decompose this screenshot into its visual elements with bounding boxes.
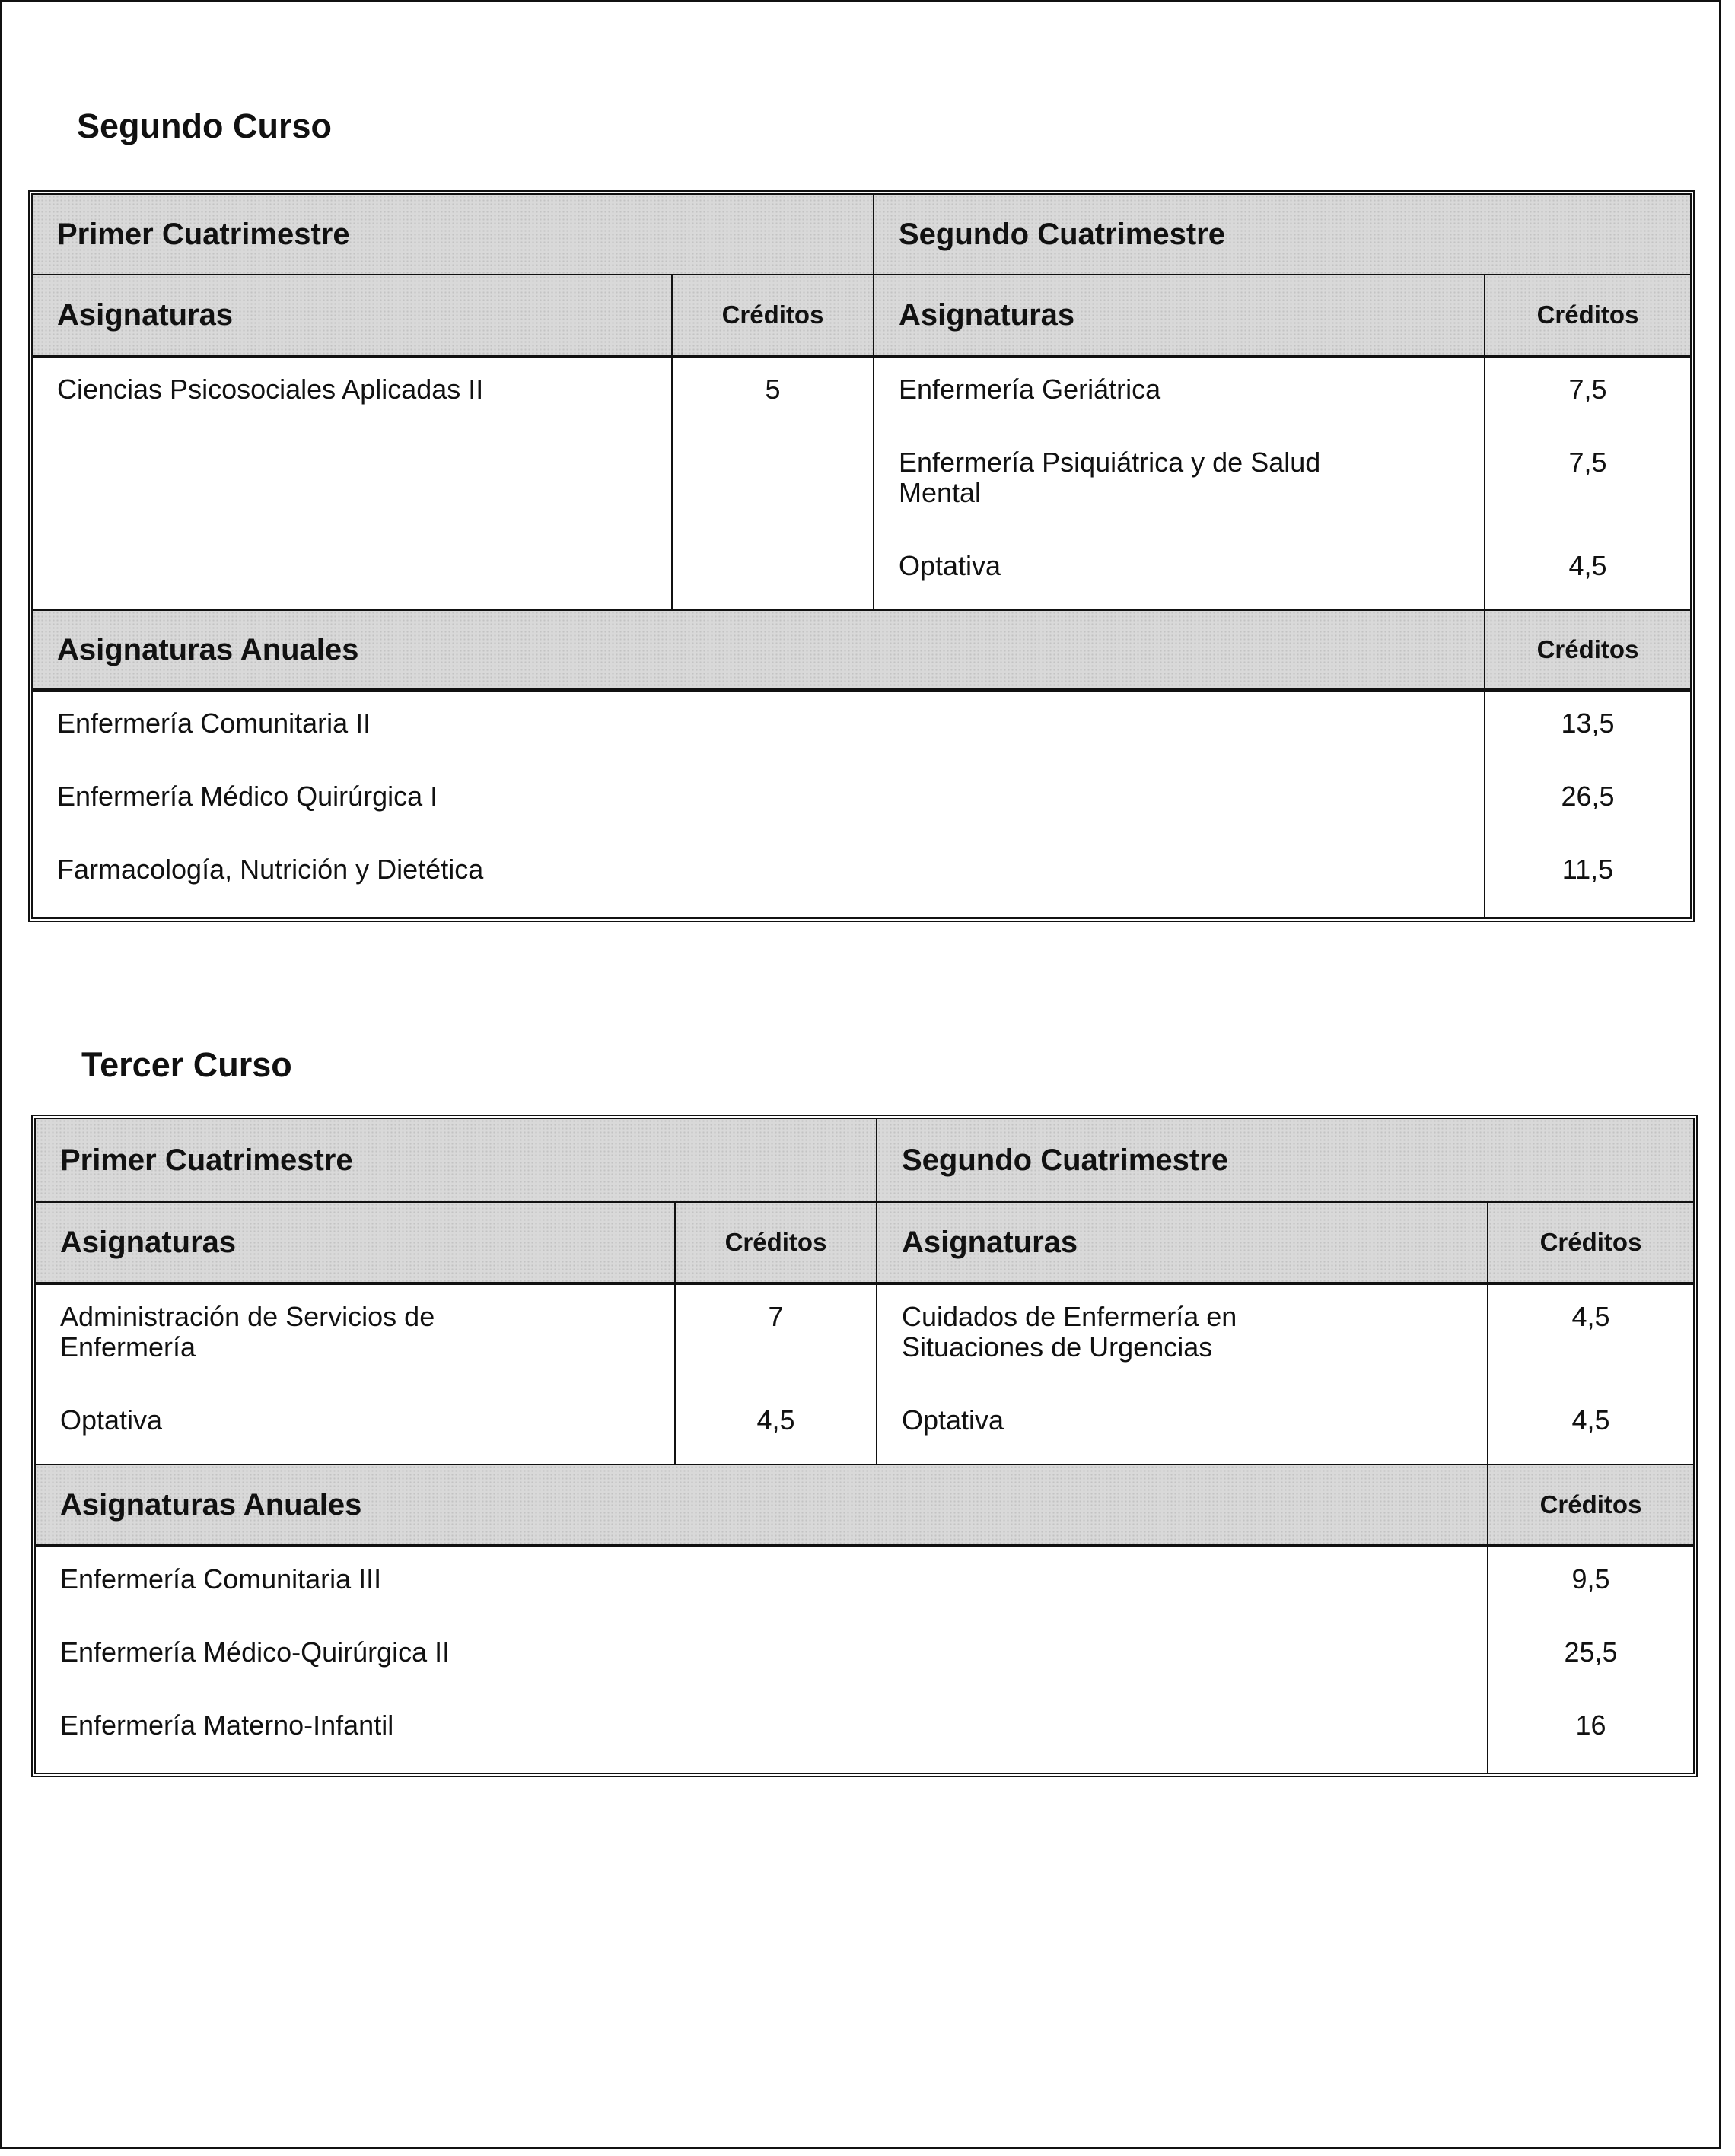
subject-name: Enfermería Comunitaria III [60, 1563, 382, 1595]
annual-subjects-header: Asignaturas Anuales [36, 1465, 1488, 1547]
annual-subjects-header: Asignaturas Anuales [33, 611, 1485, 692]
credit-value: 25,5 [1564, 1636, 1618, 1668]
first-term-credit-list [673, 358, 874, 611]
annual-subject-list [33, 692, 1485, 917]
annual-credits-header: Créditos [1488, 1465, 1693, 1547]
subject-name: Enfermería Médico Quirúrgica I [57, 781, 438, 812]
subject-name: Enfermería Psiquiátrica y de Salud [899, 447, 1321, 478]
course-plan-table [31, 1115, 1698, 1777]
subject-name: Enfermería Geriátrica [899, 374, 1161, 405]
second-term-credits-header: Créditos [1485, 275, 1690, 358]
subject-name: Optativa [60, 1404, 163, 1436]
credit-value: 7 [768, 1301, 784, 1332]
second-term-subjects-header: Asignaturas [874, 275, 1485, 358]
subject-name: Farmacología, Nutrición y Dietética [57, 854, 484, 885]
annual-credit-list [1488, 1547, 1693, 1773]
credit-value: 16 [1575, 1709, 1606, 1741]
credit-value: 7,5 [1568, 447, 1607, 478]
subject-name: Cuidados de Enfermería en [902, 1301, 1237, 1332]
credit-value: 13,5 [1561, 708, 1615, 739]
credit-value: 11,5 [1562, 854, 1614, 885]
subject-name: Enfermería Materno-Infantil [60, 1709, 394, 1741]
credit-value: 26,5 [1561, 781, 1615, 812]
course-title: Tercer Curso [81, 1045, 292, 1084]
annual-credits-header: Créditos [1485, 611, 1690, 692]
subject-name: Enfermería Comunitaria II [57, 708, 371, 739]
credit-value: 4,5 [1571, 1404, 1610, 1436]
first-term-credits-header: Créditos [676, 1203, 877, 1285]
course-title: Segundo Curso [77, 107, 332, 145]
second-term-credit-list [1485, 358, 1690, 611]
course-plan-grid [33, 195, 1690, 917]
subject-name: Enfermería [60, 1331, 196, 1363]
second-term-subject-list [877, 1285, 1488, 1465]
subject-name: Optativa [902, 1404, 1004, 1436]
first-term-credits-header: Créditos [673, 275, 874, 358]
first-term-header: Primer Cuatrimestre [36, 1119, 877, 1203]
second-term-credit-list [1488, 1285, 1693, 1465]
credit-value: 4,5 [1568, 550, 1607, 581]
first-term-credit-list [676, 1285, 877, 1465]
course-plan-table [28, 190, 1695, 922]
first-term-subject-list [33, 358, 673, 611]
credit-value: 4,5 [756, 1404, 795, 1436]
credit-value: 7,5 [1568, 374, 1607, 405]
subject-name: Optativa [899, 550, 1001, 581]
subject-name: Mental [899, 477, 982, 508]
subject-name: Situaciones de Urgencias [902, 1331, 1213, 1363]
annual-credit-list [1485, 692, 1690, 917]
subject-name: Ciencias Psicosociales Aplicadas II [57, 374, 484, 405]
course-plan-grid [36, 1119, 1693, 1773]
second-term-header: Segundo Cuatrimestre [874, 195, 1690, 275]
credit-value: 4,5 [1571, 1301, 1610, 1332]
first-term-subjects-header: Asignaturas [36, 1203, 676, 1285]
first-term-subject-list [36, 1285, 676, 1465]
second-term-subject-list [874, 358, 1485, 611]
subject-name: Administración de Servicios de [60, 1301, 435, 1332]
first-term-header: Primer Cuatrimestre [33, 195, 874, 275]
credit-value: 9,5 [1571, 1563, 1610, 1595]
credit-value: 5 [765, 374, 781, 405]
annual-subject-list [36, 1547, 1488, 1773]
subject-name: Enfermería Médico-Quirúrgica II [60, 1636, 450, 1668]
second-term-credits-header: Créditos [1488, 1203, 1693, 1285]
first-term-subjects-header: Asignaturas [33, 275, 673, 358]
second-term-subjects-header: Asignaturas [877, 1203, 1488, 1285]
second-term-header: Segundo Cuatrimestre [877, 1119, 1693, 1203]
